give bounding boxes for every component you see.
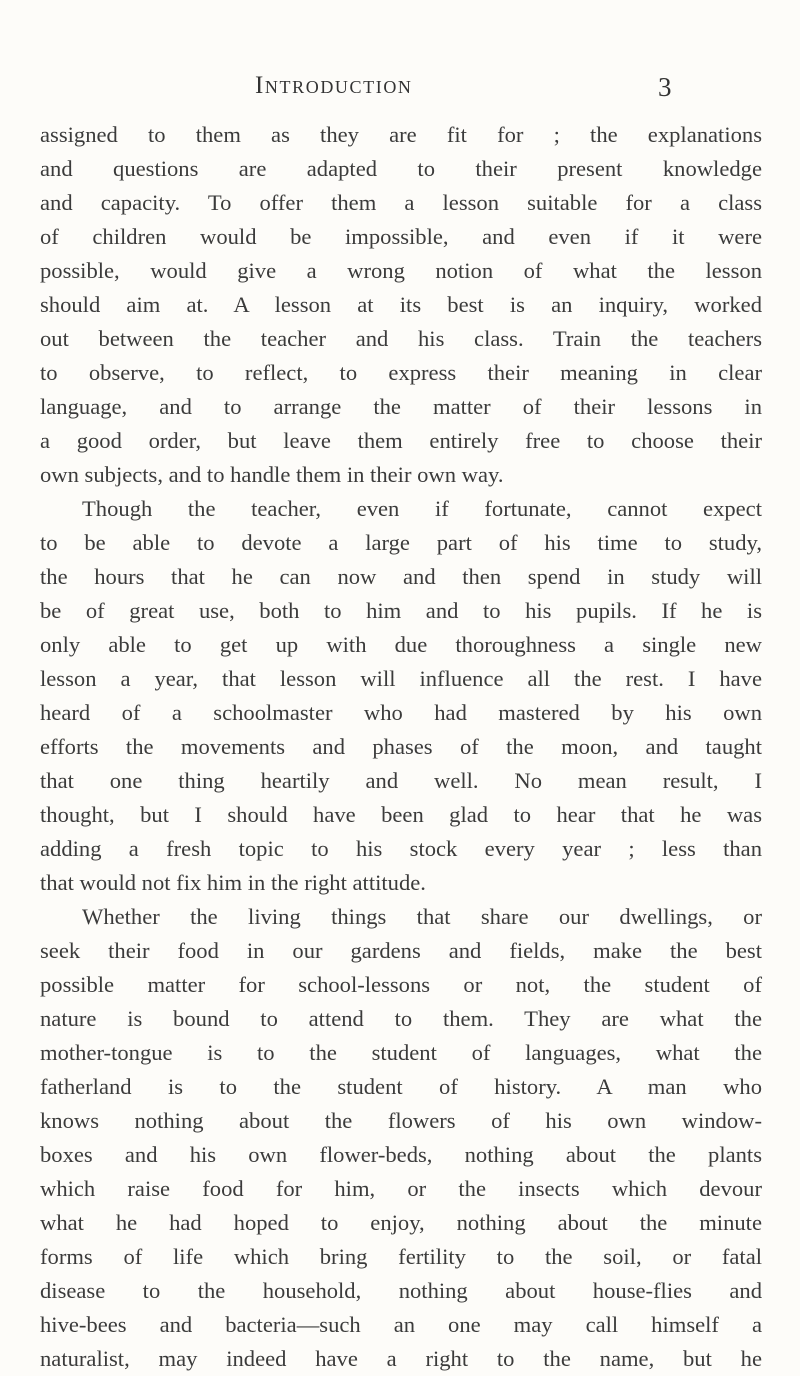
text-line: hive-bees and bacteria—such an one may call himself a: [40, 1312, 762, 1337]
text-line: that one thing heartily and well. No mean result, I: [40, 768, 762, 793]
running-head: [0, 72, 800, 112]
body-text: [40, 118, 762, 1376]
text-line: knows nothing about the flowers of his own window-: [40, 1108, 762, 1133]
text-line: forms of life which bring fertility to the soil, or fatal: [40, 1244, 762, 1269]
text-line: nature is bound to attend to them. They are what the: [40, 1006, 762, 1031]
text-line: out between the teacher and his class. Train the teachers: [40, 326, 762, 351]
text-line: Though the teacher, even if fortunate, cannot expect: [82, 496, 762, 521]
text-line: fatherland is to the student of history. A man who: [40, 1074, 762, 1099]
text-line: possible matter for school-lessons or not, the student of: [40, 972, 762, 997]
text-line: what he had hoped to enjoy, nothing about the minute: [40, 1210, 762, 1235]
text-line: language, and to arrange the matter of their lessons in: [40, 394, 762, 419]
text-line: disease to the household, nothing about house-flies and: [40, 1278, 762, 1303]
text-line: which raise food for him, or the insects which devour: [40, 1176, 762, 1201]
text-line: and questions are adapted to their present knowledge: [40, 156, 762, 181]
paragraph: [40, 492, 762, 900]
text-line: be of great use, both to him and to his pupils. If he is: [40, 598, 762, 623]
text-line: and capacity. To offer them a lesson suitable for a class: [40, 190, 762, 215]
paragraph: [40, 118, 762, 492]
text-line: possible, would give a wrong notion of what the lesson: [40, 258, 762, 283]
text-line: the hours that he can now and then spend in study will: [40, 564, 762, 589]
text-line: a good order, but leave them entirely free to choose their: [40, 428, 762, 453]
text-line: only able to get up with due thoroughness a single new: [40, 632, 762, 657]
text-line: should aim at. A lesson at its best is an inquiry, worked: [40, 292, 762, 317]
text-line: adding a fresh topic to his stock every year ; less than: [40, 836, 762, 861]
text-line: naturalist, may indeed have a right to the name, but he: [40, 1346, 762, 1371]
text-line: lesson a year, that lesson will influence all the rest. I have: [40, 666, 762, 691]
paragraph: [40, 900, 762, 1376]
text-line: assigned to them as they are fit for ; the explanations: [40, 122, 762, 147]
text-line: own subjects, and to handle them in their own way.: [40, 462, 504, 487]
running-title: Introduction: [255, 72, 413, 99]
text-line: efforts the movements and phases of the moon, and taught: [40, 734, 762, 759]
text-line: seek their food in our gardens and fields, make the best: [40, 938, 762, 963]
text-line: mother-tongue is to the student of languages, what the: [40, 1040, 762, 1065]
text-line: to observe, to reflect, to express their meaning in clear: [40, 360, 762, 385]
text-line: boxes and his own flower-beds, nothing about the plants: [40, 1142, 762, 1167]
text-line: of children would be impossible, and even if it were: [40, 224, 762, 249]
text-line: to be able to devote a large part of his time to study,: [40, 530, 762, 555]
text-line: that would not fix him in the right attitude.: [40, 870, 426, 895]
text-line: thought, but I should have been glad to hear that he was: [40, 802, 762, 827]
page-number: 3: [658, 72, 672, 102]
text-line: heard of a schoolmaster who had mastered by his own: [40, 700, 762, 725]
text-line: Whether the living things that share our dwellings, or: [82, 904, 762, 929]
